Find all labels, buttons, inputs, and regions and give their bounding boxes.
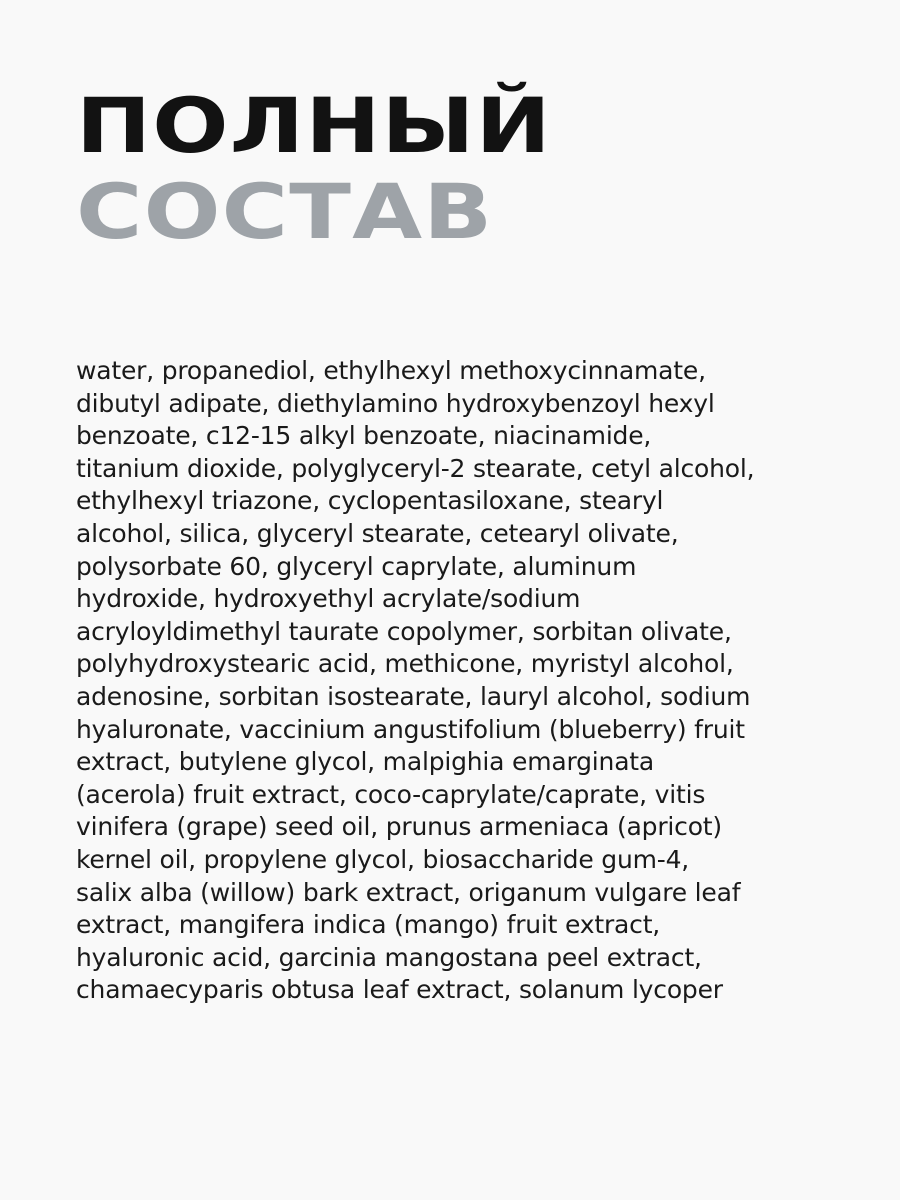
- ingredients-line: chamaecyparis obtusa leaf extract, solanum lycoper: [76, 975, 723, 1005]
- ingredients-line: water, propanediol, ethylhexyl methoxycinnamate,: [76, 356, 706, 385]
- ingredients-line: (acerola) fruit extract, coco-caprylate/caprate, vitis: [76, 779, 706, 809]
- ingredients-line: polyhydroxystearic acid, methicone, myristyl alcohol,: [76, 649, 734, 679]
- ingredients-line: adenosine, sorbitan isostearate, lauryl alcohol, sodium: [76, 681, 751, 711]
- ingredients-line: titanium dioxide, polyglyceryl-2 stearate, cetyl alcohol,: [76, 453, 755, 483]
- ingredients-line: ethylhexyl triazone, cyclopentasiloxane, stearyl: [76, 486, 664, 516]
- page-title-line-1: ПОЛНЫЙ: [76, 81, 552, 170]
- ingredients-line: acryloyldimethyl taurate copolymer, sorbitan olivate,: [76, 616, 732, 646]
- ingredients-line: vinifera (grape) seed oil, prunus armeniaca (apricot): [76, 812, 722, 842]
- ingredients-line: hydroxide, hydroxyethyl acrylate/sodium: [76, 584, 581, 614]
- page-title-line-2: СОСТАВ: [76, 167, 494, 256]
- ingredients-line: benzoate, c12-15 alkyl benzoate, niacinamide,: [76, 421, 652, 451]
- ingredients-line: polysorbate 60, glyceryl caprylate, aluminum: [76, 551, 637, 581]
- ingredients-list: [76, 355, 876, 1007]
- ingredients-line: hyaluronate, vaccinium angustifolium (blueberry) fruit: [76, 714, 745, 744]
- ingredients-line: hyaluronic acid, garcinia mangostana peel extract,: [76, 942, 702, 972]
- ingredients-line: extract, mangifera indica (mango) fruit extract,: [76, 910, 661, 940]
- ingredients-line: extract, butylene glycol, malpighia emarginata: [76, 747, 655, 777]
- ingredients-line: alcohol, silica, glyceryl stearate, cetearyl olivate,: [76, 518, 679, 548]
- ingredients-line: kernel oil, propylene glycol, biosaccharide gum-4,: [76, 844, 690, 874]
- ingredients-line: dibutyl adipate, diethylamino hydroxybenzoyl hexyl: [76, 388, 715, 418]
- ingredients-line: salix alba (willow) bark extract, origanum vulgare leaf: [76, 877, 741, 907]
